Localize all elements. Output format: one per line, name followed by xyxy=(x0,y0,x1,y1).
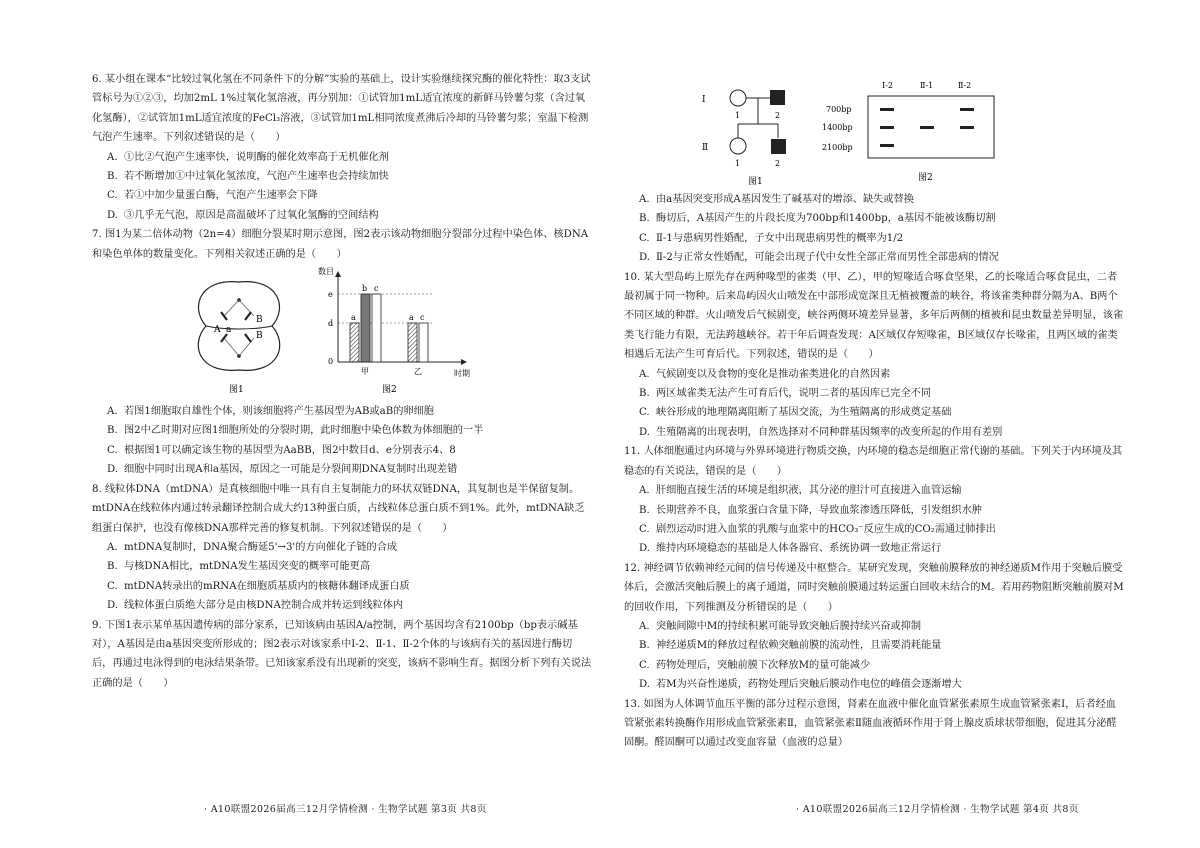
fig2-group-yi: 乙 xyxy=(414,367,422,377)
fig2-barlabel-5: c xyxy=(420,313,425,323)
gel-size-1400: 1400bp xyxy=(822,123,853,132)
fig1-label-A: A xyxy=(214,325,221,336)
fig1-label-a: a xyxy=(226,325,232,336)
question-8-option-b: B. 与核DNA相比，mtDNA发生基因突变的概率可能更高 xyxy=(107,561,371,573)
fig2-bar-yi-c xyxy=(419,323,428,362)
gel-lane-1: Ⅰ-2 xyxy=(882,81,893,90)
fig2-bar-yi-a xyxy=(408,323,417,362)
fig2-barlabel-2: b xyxy=(362,284,368,294)
question-12-option-a: A. 突触间隙中M的持续积累可能导致突触后膜持续兴奋或抑制 xyxy=(639,620,922,632)
question-6-option-b: B. 若不断增加①中过氧化氢浓度，气泡产生速率也会持续加快 xyxy=(107,171,389,183)
question-6-option-c: C. 若①中加少量蛋白酶，气泡产生速率会下降 xyxy=(107,190,318,202)
pedigree-ind-I2: 2 xyxy=(775,111,781,120)
question-12-option-b: B. 神经递质M的释放过程依赖突触前膜的流动性，且需要消耗能量 xyxy=(639,640,942,652)
question-8-option-a: A. mtDNA复制时，DNA聚合酶延5'→3'的方向催化子链的合成 xyxy=(107,541,398,553)
gel-lane-2: Ⅱ-1 xyxy=(920,81,934,90)
gel-lane-3: Ⅱ-2 xyxy=(958,81,972,90)
fig2-caption: 图2 xyxy=(382,385,397,395)
question-7-option-c: C. 根据图1可以确定该生物的基因型为AaBB，图2中数目d、e分别表示4、8 xyxy=(107,444,456,456)
question-8-stem: 8. 线粒体DNA（mtDNA）是真核细胞中唯一具有自主复制能力的环状双链DNA，其复制也是半保留复制。mtDNA在线粒体内通过转录翻译控制合成大约13种蛋白质，占线粒体总蛋白质不到1%。此外，mtDNA缺乏组蛋白保护，也没有像核DNA那样完善的修复机制。下列叙述错误的是（ ） xyxy=(92,483,585,534)
gel-size-700: 700bp xyxy=(826,105,852,114)
question-10-option-d: D. 生殖隔离的出现表明，自然选择对不同种群基因频率的改变所起的作用有差别 xyxy=(639,426,1003,438)
question-6-option-a: A. ①比②气泡产生速率快，说明酶的催化效率高于无机催化剂 xyxy=(107,151,389,163)
question-12-option-d: D. 若M为兴奋性递质，药物处理后突触后膜动作电位的峰值会逐渐增大 xyxy=(639,679,962,691)
pedigree-ind-II2: 2 xyxy=(775,159,781,168)
question-9-option-d: D. Ⅱ-2与正常女性婚配，可能会出现子代中女性全部正常而男性全部患病的情况 xyxy=(639,252,999,264)
question-10-stem: 10. 某大型岛屿上原先存在两种喙型的雀类（甲、乙），甲的短喙适合啄食坚果，乙的长喙适合啄食昆虫，二者最初属于同一物种。后来岛屿因火山喷发在中部形成宽深且无植被覆盖的峡谷，将该雀类种群分隔为A、B两个不同区域的种群。火山喷发后气候剧变，峡谷两侧环境差异显著，多年后两侧的植被和昆虫数量差异明显，该雀类飞行能力有限，无法跨越峡谷。若干年后调查发现：A区域仅存短喙雀，B区域仅存长喙雀，且两区域的雀类相遇后无法产生可育后代。下列叙述，错误的是（ ） xyxy=(624,271,1124,361)
left-column xyxy=(92,70,592,693)
pedigree-figure xyxy=(700,82,810,192)
question-9-option-a: A. 由a基因突变形成A基因发生了碱基对的增添、缺失或替换 xyxy=(639,194,914,205)
right-column xyxy=(624,190,1124,753)
fig2-group-jia: 甲 xyxy=(361,367,369,377)
pedigree-ind-II1: 1 xyxy=(735,159,741,168)
question-8-option-d: D. 线粒体蛋白质绝大部分是由核DNA控制合成并转运到线粒体内 xyxy=(107,600,404,612)
pedigree-gen-2: Ⅱ xyxy=(702,143,709,153)
question-11-option-b: B. 长期营养不良，血浆蛋白含量下降，导致血浆渗透压降低，引发组织水肿 xyxy=(639,504,982,516)
question-11-option-a: A. 肝细胞直接生活的环境是组织液，其分泌的胆汁可直接进入血管运输 xyxy=(639,485,962,497)
question-8-option-c: C. mtDNA转录出的mRNA在细胞质基质内的核糖体翻译成蛋白质 xyxy=(107,580,410,592)
fig2-ytick-0: 0 xyxy=(328,357,334,367)
question-11-stem: 11. 人体细胞通过内环境与外界环境进行物质交换，内环境的稳态是细胞正常代谢的基础。下列关于内环境及其稳态的有关说法，错误的是（ ） xyxy=(624,446,1123,477)
fig2-xlabel: 时期 xyxy=(454,369,470,379)
fig2-ytick-e: e xyxy=(328,290,333,300)
fig1-cell-diagram xyxy=(184,268,294,398)
question-11-option-c: C. 剧烈运动时进入血浆的乳酸与血浆中的HCO₃⁻反应生成的CO₂需通过肺排出 xyxy=(639,523,996,535)
fig2-barlabel-4: a xyxy=(409,313,414,323)
question-7-stem: 7. 图1为某二倍体动物（2n=4）细胞分裂某时期示意图，图2表示该动物细胞分裂部分过程中染色体、核DNA和染色单体的数量变化。下列相关叙述正确的是（ ） xyxy=(92,229,589,260)
question-10-option-a: A. 气候剧变以及食物的变化是推动雀类进化的自然因素 xyxy=(639,368,891,380)
question-7-option-a: A. 若图1细胞取自雄性个体，则该细胞将产生基因型为AB或aB的卵细胞 xyxy=(107,406,434,418)
gel-size-2100: 2100bp xyxy=(822,143,853,152)
pedigree-ind-I1: 1 xyxy=(735,111,741,120)
page-footer-right: · A10联盟2026届高三12月学情检测 · 生物学试题 第4页 共8页 xyxy=(796,804,1079,815)
fig2-ylabel: 数目 xyxy=(318,267,334,277)
fig2-bar-chart xyxy=(314,264,484,394)
question-6-stem: 6. 某小组在课本“比较过氧化氢在不同条件下的分解”实验的基础上，设计实验继续探究酶的催化特性：取3支试管标号为①②③，均加2mL 1%过氧化氢溶液，再分别加：①试管加1mL适宜浓度的新鲜马铃薯匀浆（含过氧化氢酶），②试管加1mL适宜浓度的FeCl₃溶液，③试管加1mL相同浓度煮沸后冷却的马铃薯匀浆；室温下检测气泡产生速率。下列叙述错误的是（ ） xyxy=(92,74,591,144)
question-13-stem: 13. 如图为人体调节血压平衡的部分过程示意图，肾素在血液中催化血管紧张素原生成血管紧张素Ⅰ，后者经血管紧张素转换酶作用形成血管紧张素Ⅱ，血管紧张素Ⅱ随血液循环作用于肾上腺皮质球状带细胞，促进其分泌醛固酮。醛固酮可以通过改变血容量（血液的总量） xyxy=(624,698,1117,749)
question-7-figures xyxy=(92,268,592,398)
question-12-stem: 12. 神经调节依赖神经元间的信号传递及中枢整合。某研究发现，突触前膜释放的神经递质M作用于突触后膜受体后，会激活突触后膜上的离子通道，同时突触前膜通过转运蛋白回收未结合的M。若用药物阻断突触前膜对M的回收作用，下列推测及分析错误的是（ ） xyxy=(624,562,1124,613)
pedigree-gen-1: Ⅰ xyxy=(702,95,706,105)
question-11-option-d: D. 维持内环境稳态的基础是人体各器官、系统协调一致地正常运行 xyxy=(639,543,942,555)
question-10-option-b: B. 两区域雀类无法产生可育后代，说明二者的基因库已完全不同 xyxy=(639,388,932,400)
question-9-option-c: C. Ⅱ-1与患病男性婚配，子女中出现患病男性的概率为1/2 xyxy=(639,232,904,244)
pedigree-caption: 图1 xyxy=(748,177,763,187)
fig1-label-B1: B xyxy=(256,315,263,326)
fig2-bar-jia-a xyxy=(350,323,359,362)
question-12-option-c: C. 药物处理后，突触前膜下次释放M的量可能减少 xyxy=(639,659,871,671)
fig2-bar-jia-c xyxy=(372,294,381,362)
fig2-ytick-d: d xyxy=(328,319,334,329)
fig2-bar-jia-b xyxy=(361,294,370,362)
gel-figure xyxy=(820,78,1000,188)
question-9-option-b: B. 酶切后，A基因产生的片段长度为700bp和1400bp，a基因不能被该酶切割 xyxy=(639,213,996,225)
question-7-option-d: D. 细胞中同时出现A和a基因，原因之一可能是分裂间期DNA复制时出现差错 xyxy=(107,464,458,476)
gel-caption: 图2 xyxy=(918,173,933,183)
fig1-caption: 图1 xyxy=(229,385,244,396)
question-9-stem: 9. 下图1表示某单基因遗传病的部分家系，已知该病由基因A/a控制，两个基因均含有2100bp（bp表示碱基对），A基因是由a基因突变所形成的；图2表示对该家系中Ⅰ-2、Ⅱ-1、Ⅱ-2个体的与该病有关的基因进行酶切后，再通过电泳得到的电泳结果条带。已知该家系没有出现新的突变，该病不影响生育。据图分析下列有关说法正确的是（ ） xyxy=(92,619,592,689)
page-footer-left: · A10联盟2026届高三12月学情检测 · 生物学试题 第3页 共8页 xyxy=(204,804,487,815)
question-7-option-b: B. 图2中乙时期对应图1细胞所处的分裂时期，此时细胞中染色体数为体细胞的一半 xyxy=(107,425,484,437)
question-6-option-d: D. ③几乎无气泡，原因是高温破坏了过氧化氢酶的空间结构 xyxy=(107,209,379,221)
fig2-barlabel-1: a xyxy=(351,313,356,323)
fig2-barlabel-3: c xyxy=(374,284,379,294)
fig1-label-B2: B xyxy=(256,331,263,342)
question-10-option-c: C. 峡谷形成的地理隔离阻断了基因交流，为生殖隔离的形成奠定基础 xyxy=(639,407,952,419)
